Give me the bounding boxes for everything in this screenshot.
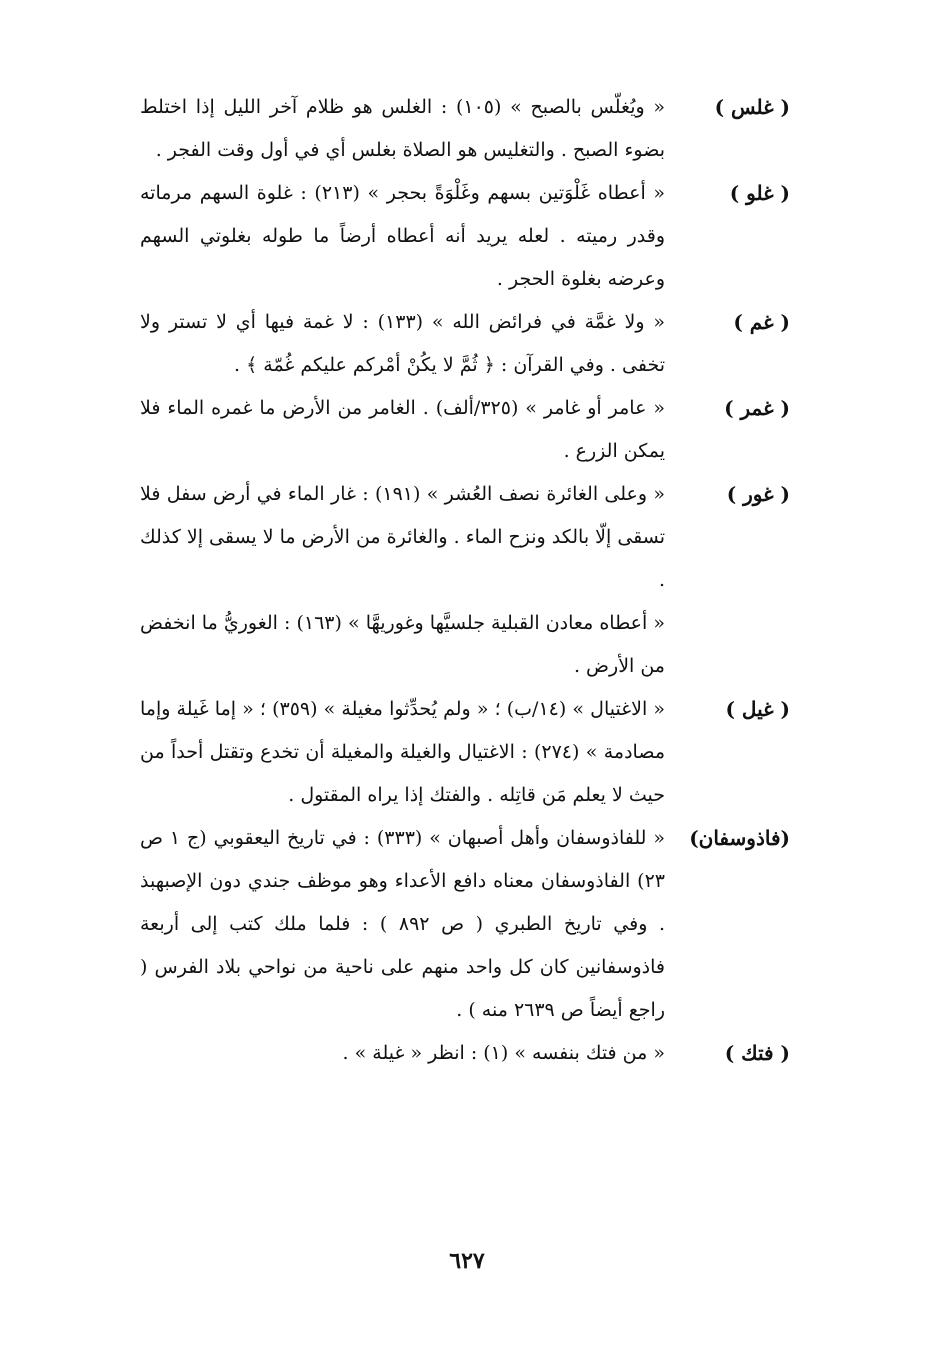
entry-ghawr — [140, 473, 790, 688]
entry-term: ( غلس ) — [714, 95, 790, 119]
entry-definition: « عامر أو غامر » (٣٢٥/ألف) . الغامر من الأرض ما غمره الماء فلا يمكن الزرع . — [140, 397, 665, 462]
entry-term: ( غلو ) — [729, 181, 790, 205]
entry-term: (فاذوسفان) — [689, 826, 790, 850]
entry-definitions — [140, 86, 665, 172]
entry-definitions — [140, 1032, 665, 1075]
entry-term: ( غم ) — [733, 310, 790, 334]
entry-term: ( فتك ) — [724, 1041, 790, 1065]
entry-term: ( غور ) — [726, 482, 790, 506]
entry-definitions — [140, 473, 665, 688]
page-number: ٦٢٧ — [449, 1248, 485, 1274]
entry-definition: « من فتك بنفسه » (١) : انظر « غيلة » . — [342, 1042, 665, 1064]
entry-ghamm — [140, 301, 790, 387]
entry-term: ( غمر ) — [724, 396, 790, 420]
entry-definitions — [140, 688, 665, 817]
entry-definition: « أعطاه معادن القبلية جلسيَّها وغوريهَّا » (١٦٣) : الغوريُّ ما انخفض من الأرض . — [140, 612, 665, 677]
entry-fatk — [140, 1032, 790, 1075]
entry-definitions — [140, 172, 665, 301]
entry-definition: « للفاذوسفان وأهل أصبهان » (٣٣٣) : في تاريخ اليعقوبي (ج ١ ص ٢٣) الفاذوسفان معناه دافع الأعداء وهو موظف جندي دون الإصبهبذ . وفي تاريخ الطبري ( ص ٨٩٢ ) : فلما ملك كتب إلى أربعة فاذوسفانين كان كل واحد منهم على ناحية من نواحي بلاد الفرس ( راجع أيضاً ص ٢٦٣٩ منه ) . — [140, 827, 665, 1021]
entries-list — [140, 86, 790, 1075]
entry-definition: « وعلى الغائرة نصف العُشر » (١٩١) : غار الماء في أرض سفل فلا تسقى إلّا بالكد ونزح الماء . والغائرة من الأرض ما لا يسقى إلا كذلك . — [140, 483, 666, 591]
entry-definition: « ويُغلّس بالصبح » (١٠٥) : الغلس هو ظلام آخر الليل إذا اختلط بضوء الصبح . والتغليس هو الصلاة بغلس أي في أول وقت الفجر . — [140, 96, 665, 161]
entry-definition: « أعطاه غَلْوَتين بسهم وغَلْوَةً بحجر » (٢١٣) : غلوة السهم مرماته وقدر رميته . لعله يريد أنه أعطاه أرضاً ما طوله بغلوتي السهم وعرضه بغلوة الحجر . — [140, 182, 665, 290]
entry-ghayl — [140, 688, 790, 817]
entry-definition: « الاغتيال » (١٤/ب) ؛ « ولم يُحدِّثوا مغيلة » (٣٥٩) ؛ « إما غَيلة وإما مصادمة » (٢٧٤) : الاغتيال والغيلة والمغيلة أن تخدع وتقتل أحداً من حيث لا يعلم مَن قاتِله . والفتك إذا يراه المقتول . — [140, 698, 665, 806]
entry-ghalas — [140, 86, 790, 172]
entry-fadhusfan — [140, 817, 790, 1032]
entry-definitions — [140, 817, 665, 1032]
entry-ghamr — [140, 387, 790, 473]
entry-ghalw — [140, 172, 790, 301]
entry-definition: « ولا غمَّة في فرائض الله » (١٣٣) : لا غمة فيها أي لا تستر ولا تخفى . وفي القرآن : ﴿ ثُمَّ لا يكُنْ أمْركم عليكم غُمّة ﴾ . — [140, 311, 665, 376]
entry-definitions — [140, 301, 665, 387]
entry-definitions — [140, 387, 665, 473]
entry-term: ( غيل ) — [725, 697, 790, 721]
